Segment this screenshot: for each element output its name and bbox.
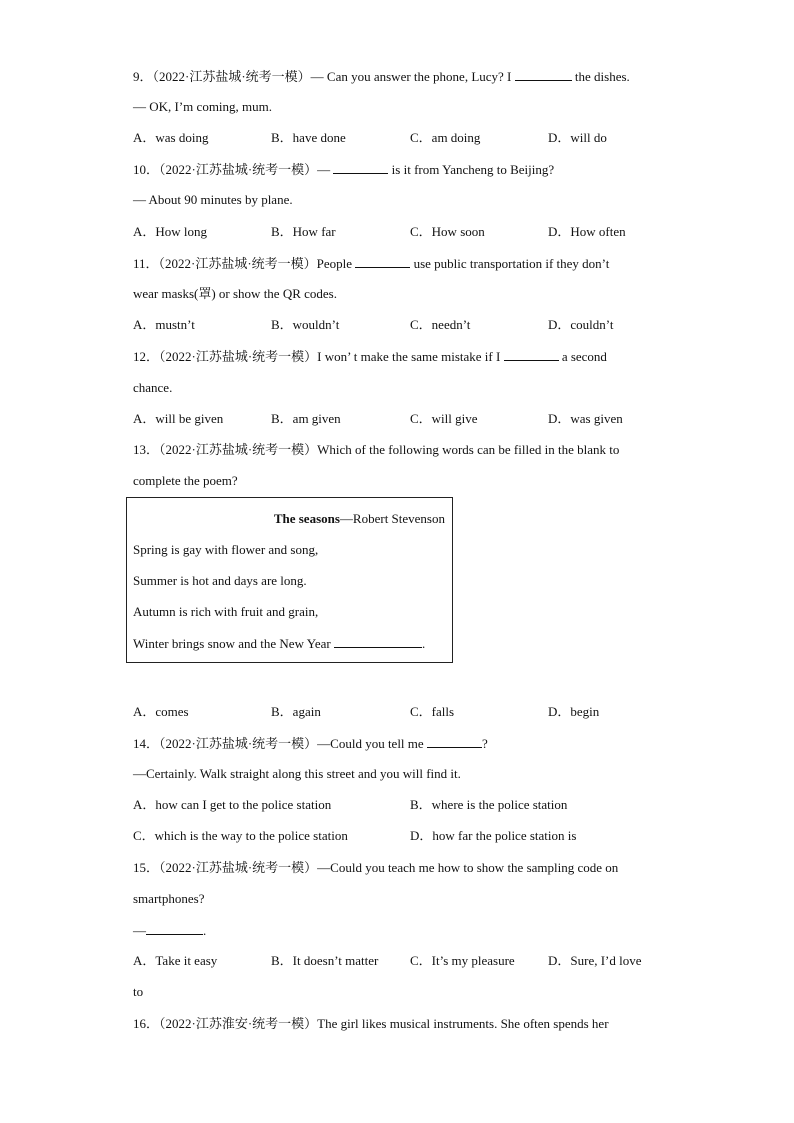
q16-stem: 16．（2022·江苏淮安·统考一模）The girl likes musical instruments. She often spends her <box>133 1016 609 1031</box>
poem-line: Spring is gay with flower and song, <box>133 542 319 557</box>
q9-option-b[interactable]: B．have done <box>271 130 346 145</box>
answer-blank <box>515 68 572 81</box>
q10-option-a[interactable]: A．How long <box>133 224 208 239</box>
q9-option-d[interactable]: D．will do <box>548 130 607 145</box>
poem-box <box>126 497 453 663</box>
q9-dialogue: — OK, I’m coming, mum. <box>133 99 273 114</box>
q11-option-c[interactable]: C．needn’t <box>410 317 471 332</box>
poem-line: Autumn is rich with fruit and grain, <box>133 604 319 619</box>
q13-option-b[interactable]: B．again <box>271 704 321 719</box>
q11-option-b[interactable]: B．wouldn’t <box>271 317 340 332</box>
q9-option-a[interactable]: A．was doing <box>133 130 209 145</box>
q15-stem-cont: smartphones? <box>133 891 205 906</box>
q11-option-a[interactable]: A．mustn’t <box>133 317 195 332</box>
q10-option-d[interactable]: D．How often <box>548 224 626 239</box>
q13-option-c[interactable]: C．falls <box>410 704 455 719</box>
q10-option-c[interactable]: C．How soon <box>410 224 485 239</box>
q13-stem: 13．（2022·江苏盐城·统考一模）Which of the following words can be filled in the blank to <box>133 442 620 457</box>
answer-blank <box>146 922 203 935</box>
q14-dialogue: —Certainly. Walk straight along this street and you will find it. <box>133 766 461 781</box>
q14-option-b[interactable]: B．where is the police station <box>410 797 568 812</box>
q15-stem: 15．（2022·江苏盐城·统考一模）—Could you teach me how to show the sampling code on <box>133 860 619 875</box>
q13-option-a[interactable]: A．comes <box>133 704 189 719</box>
poem-author: —Robert Stevenson <box>339 511 445 526</box>
q15-option-c[interactable]: C．It’s my pleasure <box>410 953 515 968</box>
q10-dialogue: — About 90 minutes by plane. <box>133 192 293 207</box>
q13-stem-cont: complete the poem? <box>133 473 238 488</box>
q12-option-a[interactable]: A．will be given <box>133 411 224 426</box>
poem-line: Summer is hot and days are long. <box>133 573 307 588</box>
q15-option-d[interactable]: D．Sure, I’d love <box>548 953 642 968</box>
q12-option-b[interactable]: B．am given <box>271 411 341 426</box>
answer-blank <box>333 161 388 174</box>
answer-blank <box>427 735 482 748</box>
poem-title: The seasons <box>273 511 340 526</box>
q13-option-d[interactable]: D．begin <box>548 704 600 719</box>
q11-stem: 11．（2022·江苏盐城·统考一模）People use public transportation if they don’t <box>133 256 610 271</box>
q12-option-c[interactable]: C．will give <box>410 411 478 426</box>
poem-heading <box>274 511 445 527</box>
q9-stem: 9．（2022·江苏盐城·统考一模）— Can you answer the phone, Lucy? I the dishes. <box>133 69 630 84</box>
q9-option-c[interactable]: C．am doing <box>410 130 481 145</box>
q15-option-a[interactable]: A．Take it easy <box>133 953 218 968</box>
q14-option-d[interactable]: D．how far the police station is <box>410 828 577 843</box>
q10-stem: 10．（2022·江苏盐城·统考一模）— is it from Yancheng to Beijing? <box>133 162 555 177</box>
answer-blank <box>355 255 410 268</box>
q12-option-d[interactable]: D．was given <box>548 411 623 426</box>
poem-line: Winter brings snow and the New Year . <box>133 636 426 651</box>
answer-blank <box>504 348 559 361</box>
answer-blank <box>334 635 422 648</box>
q10-option-b[interactable]: B．How far <box>271 224 336 239</box>
q11-option-d[interactable]: D．couldn’t <box>548 317 614 332</box>
q15-option-b[interactable]: B．It doesn’t matter <box>271 953 379 968</box>
q12-stem-cont: chance. <box>133 380 173 395</box>
q14-option-a[interactable]: A．how can I get to the police station <box>133 797 332 812</box>
q11-stem-cont: wear masks(罩) or show the QR codes. <box>133 286 337 301</box>
q12-stem: 12．（2022·江苏盐城·统考一模）I won’ t make the same mistake if I a second <box>133 349 607 364</box>
q15-option-d-wrap: to <box>133 984 144 999</box>
q14-stem: 14．（2022·江苏盐城·统考一模）—Could you tell me ? <box>133 736 488 751</box>
q14-option-c[interactable]: C．which is the way to the police station <box>133 828 348 843</box>
q15-dialogue: — . <box>133 923 207 938</box>
